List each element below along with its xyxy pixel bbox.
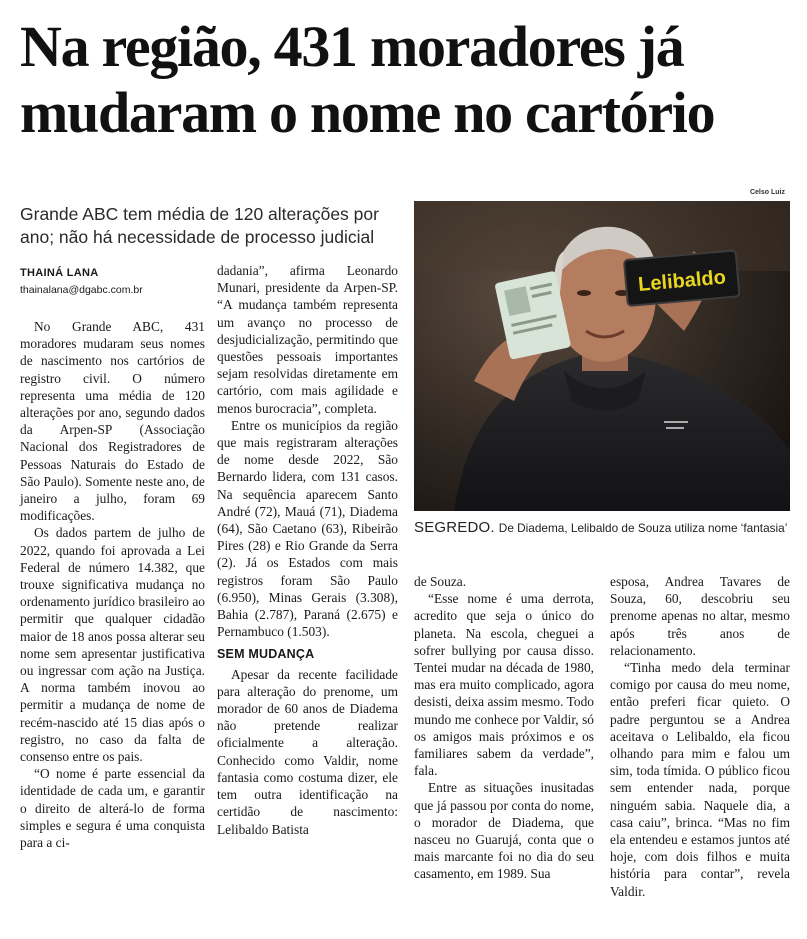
subheadline: Grande ABC tem média de 120 alterações por ano; não há necessidade de processo judicial [20,204,379,247]
paragraph: Apesar da recente facilidade para alteração do prenome, um morador de 60 anos de Diadema não pretende realizar oficialmente a alteração. Conhecido como Valdir, nome fantasia como costuma dizer, ele tem outra identificação na certidão de nascimento: Lelibaldo Batista [217,666,398,837]
article-column-4 [610,573,790,900]
article-column-3 [414,573,594,883]
headline: Na região, 431 moradores já mudaram o nome no cartório [20,14,715,145]
photo-credit: Celso Luiz [749,189,785,196]
paragraph: “Esse nome é uma derrota, acredito que seja o único do planeta. Na escola, cheguei a sofrer bullying por causa disso. Tentei mudar na década de 1980, mas era muito complicado, agora desisti, deixa assim mesmo. Todo mundo me conhece por Valdir, só os amigos mais próximos e os familiares sabem da verdade”, fala. [414,591,594,779]
photo-illustration [414,201,790,511]
paragraph: Os dados partem de julho de 2022, quando foi aprovada a Lei Federal de número 14.382, que trouxe significativa mudança no ordenamento jurídico brasileiro ao permitir que qualquer cidadão maior de 18 anos possa alterar seu nome sem apresentar justificativa ou ingressar com ação na Justiça. A norma também inovou ao permitir a mudança de nome de recém-nascido até 15 dias após o registro, no caso da falta de consenso entre os pais. [20,525,205,765]
article-column-1 [20,318,205,851]
author-email[interactable]: thainalana@dgabc.com.br [20,284,143,296]
paragraph: Entre os municípios da região que mais registraram alterações de nome desde 2022, São Bernardo lidera, com 131 casos. Na sequência aparecem Santo André (72), Mauá (71), Diadema (64), São Caetano (63), Ribeirão Pires (28) e Rio Grande da Serra (2). Já os Estados com mais registros foram São Paulo (6.950), Minas Gerais (3.308), Bahia (2.787), Paraná (2.675) e Pernambuco (1.503). [217,417,398,640]
article-photo [414,201,790,511]
photo-caption [414,519,794,536]
author-name: THAINÁ LANA [20,267,99,279]
caption-lead: SEGREDO. [414,519,495,536]
caption-text: De Diadema, Lelibaldo de Souza utiliza nome ‘fantasia’ [498,521,788,535]
paragraph: No Grande ABC, 431 moradores mudaram seus nomes de nascimento nos cartórios de registro civil. O número representa uma média de 120 alterações por ano, segundo dados da Arpen-SP (Associação Nacional dos Registradores de Pessoas Naturais do Estado de São Paulo). Somente neste ano, de janeiro a julho, foram 69 modificações. [20,319,205,524]
paragraph: dadania”, afirma Leonardo Munari, presidente da Arpen-SP. “A mudança também representa um avanço no processo de desjudicialização, permitindo que questões pessoais importantes sejam resolvidas diretamente em cartório, com mais agilidade e menos burocracia”, completa. [217,263,398,416]
section-heading: SEM MUDANÇA [217,647,315,662]
paragraph: esposa, Andrea Tavares de Souza, 60, descobriu seu prenome apenas no altar, mesmo após três anos de relacionamento. [610,574,790,658]
paragraph: “Tinha medo dela terminar comigo por causa do meu nome, então preferi ficar quieto. O padre perguntou se a Andrea aceitava o Lelibaldo, ela ficou olhando para mim e falou um sim, toda tímida. O público ficou sem entender nada, porque ninguém sabia. Naquele dia, a casa caiu”, brinca. “Mas no fim ela entendeu e estamos juntos até hoje, com dois filhos e muita história para contar”, revela Valdir. [610,660,790,899]
sign-text: Lelibaldo [637,266,727,296]
paragraph: Entre as situações inusitadas que já passou por conta do nome, o morador de Diadema, que nasceu no Guarujá, conta que o mais marcante foi no dia do seu casamento, em 1989. Sua [414,780,594,882]
paragraph: “O nome é parte essencial da identidade de cada um, e garantir o direito de alterá-lo de forma simples e segura é uma conquista para a ci- [20,766,205,851]
article-column-2 [217,262,398,838]
paragraph: de Souza. [414,574,467,589]
